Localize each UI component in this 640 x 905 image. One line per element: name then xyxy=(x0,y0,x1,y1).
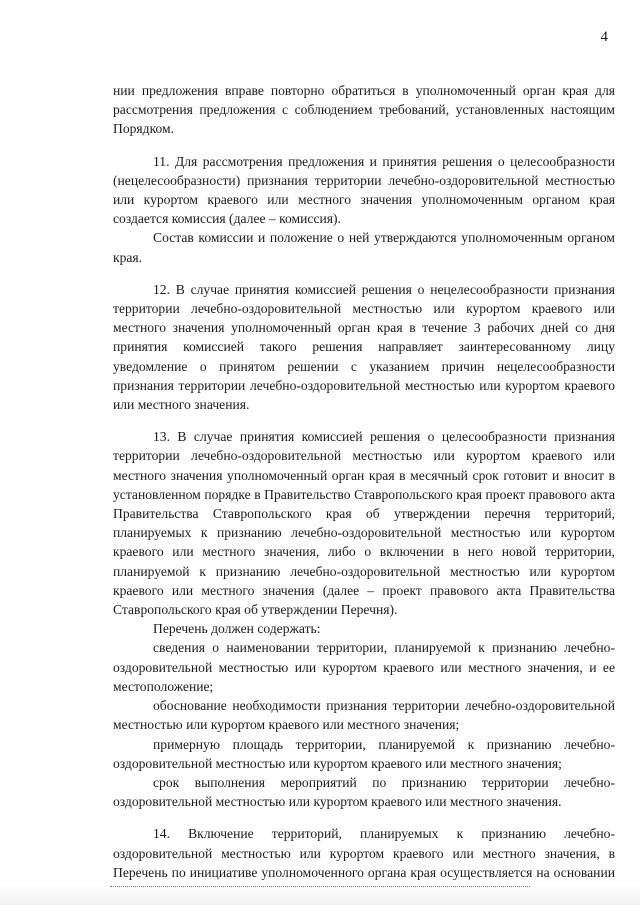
list-item-area: примерную площадь территории, планируемой к признанию лечебно-оздоровительной местностью или курортом краевого или местного значения; xyxy=(113,736,615,771)
list-item-deadline: срок выполнения мероприятий по признанию территории лечебно-оздоровительной местностью или курортом краевого или местного значения. xyxy=(113,774,615,810)
paragraph-11-commission: Состав комиссии и положение о ней утверждаются уполномоченным органом края. xyxy=(113,230,615,265)
scan-bottom-edge xyxy=(0,884,640,905)
paragraph-12: 12. В случае принятия комиссией решения о нецелесообразности признания территории лечебно-оздоровительной местностью или курортом краевого или местного значения уполномоченный орган края в течение 3 рабочих дней со дня принятия комиссией такого решения направляет заинтересованному лицу уведомление о принятом решении с указанием причин нецелесообразности признания территории лечебно-оздоровительной местностью или курортом краевого или местного значения. xyxy=(113,281,615,413)
scan-bottom-rule xyxy=(110,886,530,887)
document-body xyxy=(113,81,615,901)
list-intro: Перечень должен содержать: xyxy=(153,621,321,637)
paragraph-11: 11. Для рассмотрения предложения и принятия решения о целесообразности (нецелесообразности) признания территории лечебно-оздоровительной местностью или курортом краевого или местного значения уполномоченным органом края создается комиссия (далее – комиссия). xyxy=(113,153,615,227)
paragraph-14: 14. Включение территорий, планируемых к признанию лечебно-оздоровительной местностью или курортом краевого или местного значения, в Перечень по инициативе уполномоченного органа края осуществляется на основании xyxy=(113,826,615,880)
page-number: 4 xyxy=(600,29,608,45)
list-item-justification: обоснование необходимости признания территории лечебно-оздоровительной местностью или курортом краевого или местного значения; xyxy=(113,698,615,733)
paragraph-continuation: нии предложения вправе повторно обратиться в уполномоченный орган края для рассмотрения предложения с соблюдением требований, установленных настоящим Порядком. xyxy=(113,83,615,137)
paragraph-13: 13. В случае принятия комиссией решения о целесообразности признания территории лечебно-оздоровительной местностью или курортом краевого или местного значения уполномоченный орган края в месячный срок готовит и вносит в установленном порядке в Правительство Ставропольского края проект правового акта Правительства Ставропольского края об утверждении перечня территорий, планируемых к признанию лечебно-оздоровительной местностью или курортом краевого или местного значения, либо о включении в него новой территории, планируемой к признанию лечебно-оздоровительной местностью или курортом краевого или местного значения (далее – проект правового акта Правительства Ставропольского края об утверждении Перечня). xyxy=(113,429,615,618)
list-item-name-location: сведения о наименовании территории, планируемой к признанию лечебно-оздоровительной местностью или курортом краевого или местного значения, и ее местоположение; xyxy=(113,640,615,694)
